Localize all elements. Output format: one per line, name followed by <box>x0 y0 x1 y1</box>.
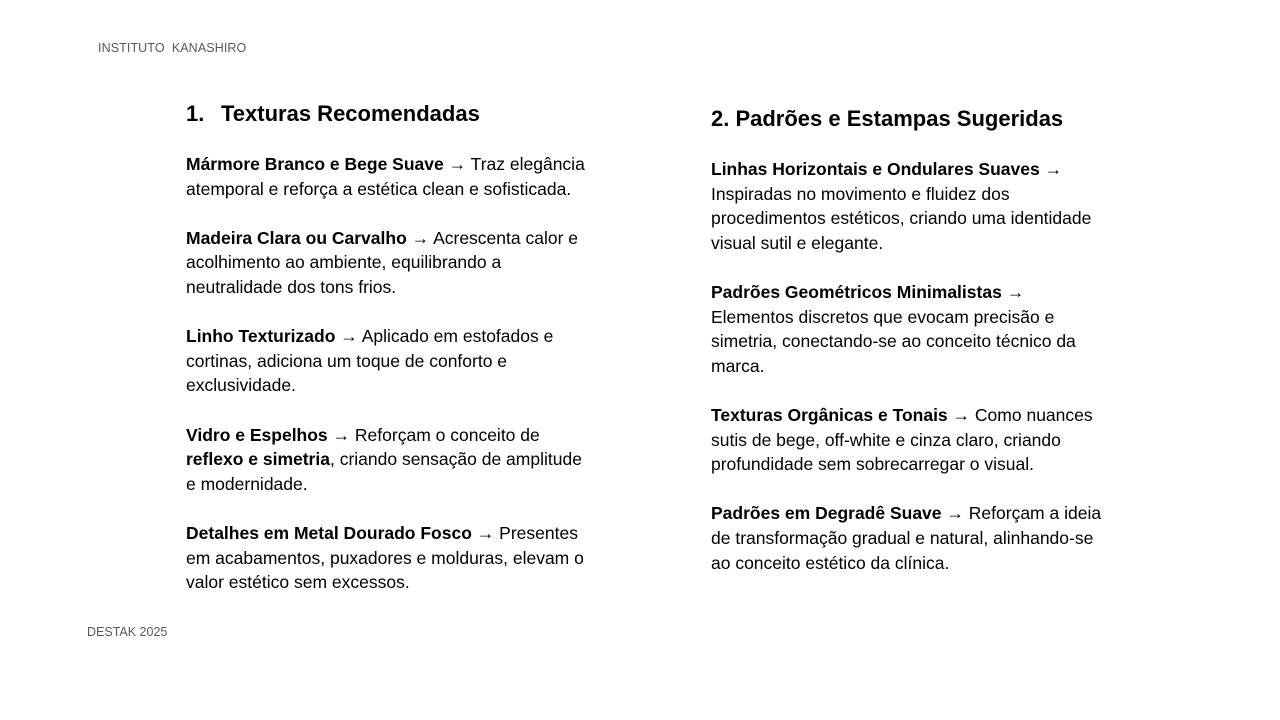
pattern-description: Elementos discretos que evocam precisão e simetria, conectando-se ao conceito técnico da marca. <box>711 306 1076 376</box>
footer-label: DESTAK 2025 <box>87 625 168 639</box>
arrow-icon: → <box>952 404 971 425</box>
brand-word-left: INSTITUTO <box>98 41 165 55</box>
texture-description: Traz elegância atemporal e reforça a estética clean e sofisticada. <box>186 154 585 199</box>
arrow-icon: → <box>448 154 467 174</box>
texture-description: Acrescenta calor e acolhimento ao ambiente, equilibrando a neutralidade dos tons frios. <box>186 227 578 297</box>
texture-description-start: Reforçam o conceito de <box>354 424 540 445</box>
textures-section <box>186 100 596 619</box>
pattern-description: Reforçam a ideia de transformação gradual e natural, alinhando-se ao conceito estético da clínica. <box>711 503 1102 573</box>
pattern-item-lines <box>711 157 1106 255</box>
patterns-heading: 2. Padrões e Estampas Sugeridas <box>711 106 1064 131</box>
texture-item-wood <box>186 226 596 300</box>
patterns-section <box>711 105 1106 600</box>
pattern-item-gradient <box>711 501 1106 575</box>
pattern-item-geometric <box>711 280 1106 378</box>
arrow-icon: → <box>1044 159 1063 179</box>
texture-term: Detalhes em Metal Dourado Fosco <box>186 522 472 543</box>
arrow-icon: → <box>476 522 495 543</box>
texture-item-marble <box>186 152 596 201</box>
pattern-term: Padrões em Degradê Suave <box>711 503 942 524</box>
texture-term: Mármore Branco e Bege Suave <box>186 154 444 174</box>
texture-description-end: , criando sensação de amplitude e modernidade. <box>186 449 582 494</box>
pattern-term: Texturas Orgânicas e Tonais <box>711 404 948 425</box>
texture-item-glass <box>186 423 596 497</box>
textures-heading-number: 1. <box>186 101 205 126</box>
texture-term: Linho Texturizado <box>186 326 336 347</box>
textures-heading <box>186 100 596 128</box>
pattern-item-organic <box>711 403 1106 477</box>
arrow-icon: → <box>340 326 358 347</box>
pattern-term: Padrões Geométricos Minimalistas <box>711 281 1002 302</box>
texture-description: Aplicado em estofados e cortinas, adiciona um toque de conforto e exclusividade. <box>186 326 554 396</box>
texture-item-linen <box>186 324 596 398</box>
texture-item-metal <box>186 521 596 595</box>
pattern-term: Linhas Horizontais e Ondulares Suaves <box>711 159 1040 179</box>
texture-term: Madeira Clara ou Carvalho <box>186 227 407 248</box>
arrow-icon: → <box>332 424 351 445</box>
arrow-icon: → <box>411 227 430 248</box>
brand-word-right: KANASHIRO <box>171 41 247 55</box>
texture-description-emphasis: reflexo e simetria <box>186 449 330 470</box>
textures-heading-title: Texturas Recomendadas <box>221 101 480 126</box>
brand-header <box>98 41 246 55</box>
arrow-icon: → <box>1006 281 1025 302</box>
texture-term: Vidro e Espelhos <box>186 424 328 445</box>
pattern-description: Como nuances sutis de bege, off-white e cinza claro, criando profundidade sem sobrecarregar o visual. <box>711 404 1093 475</box>
arrow-icon: → <box>946 503 964 524</box>
texture-description: Presentes em acabamentos, puxadores e molduras, elevam o valor estético sem excessos. <box>186 522 584 593</box>
pattern-description: Inspiradas no movimento e fluidez dos procedimentos estéticos, criando uma identidade visual sutil e elegante. <box>711 183 1092 253</box>
